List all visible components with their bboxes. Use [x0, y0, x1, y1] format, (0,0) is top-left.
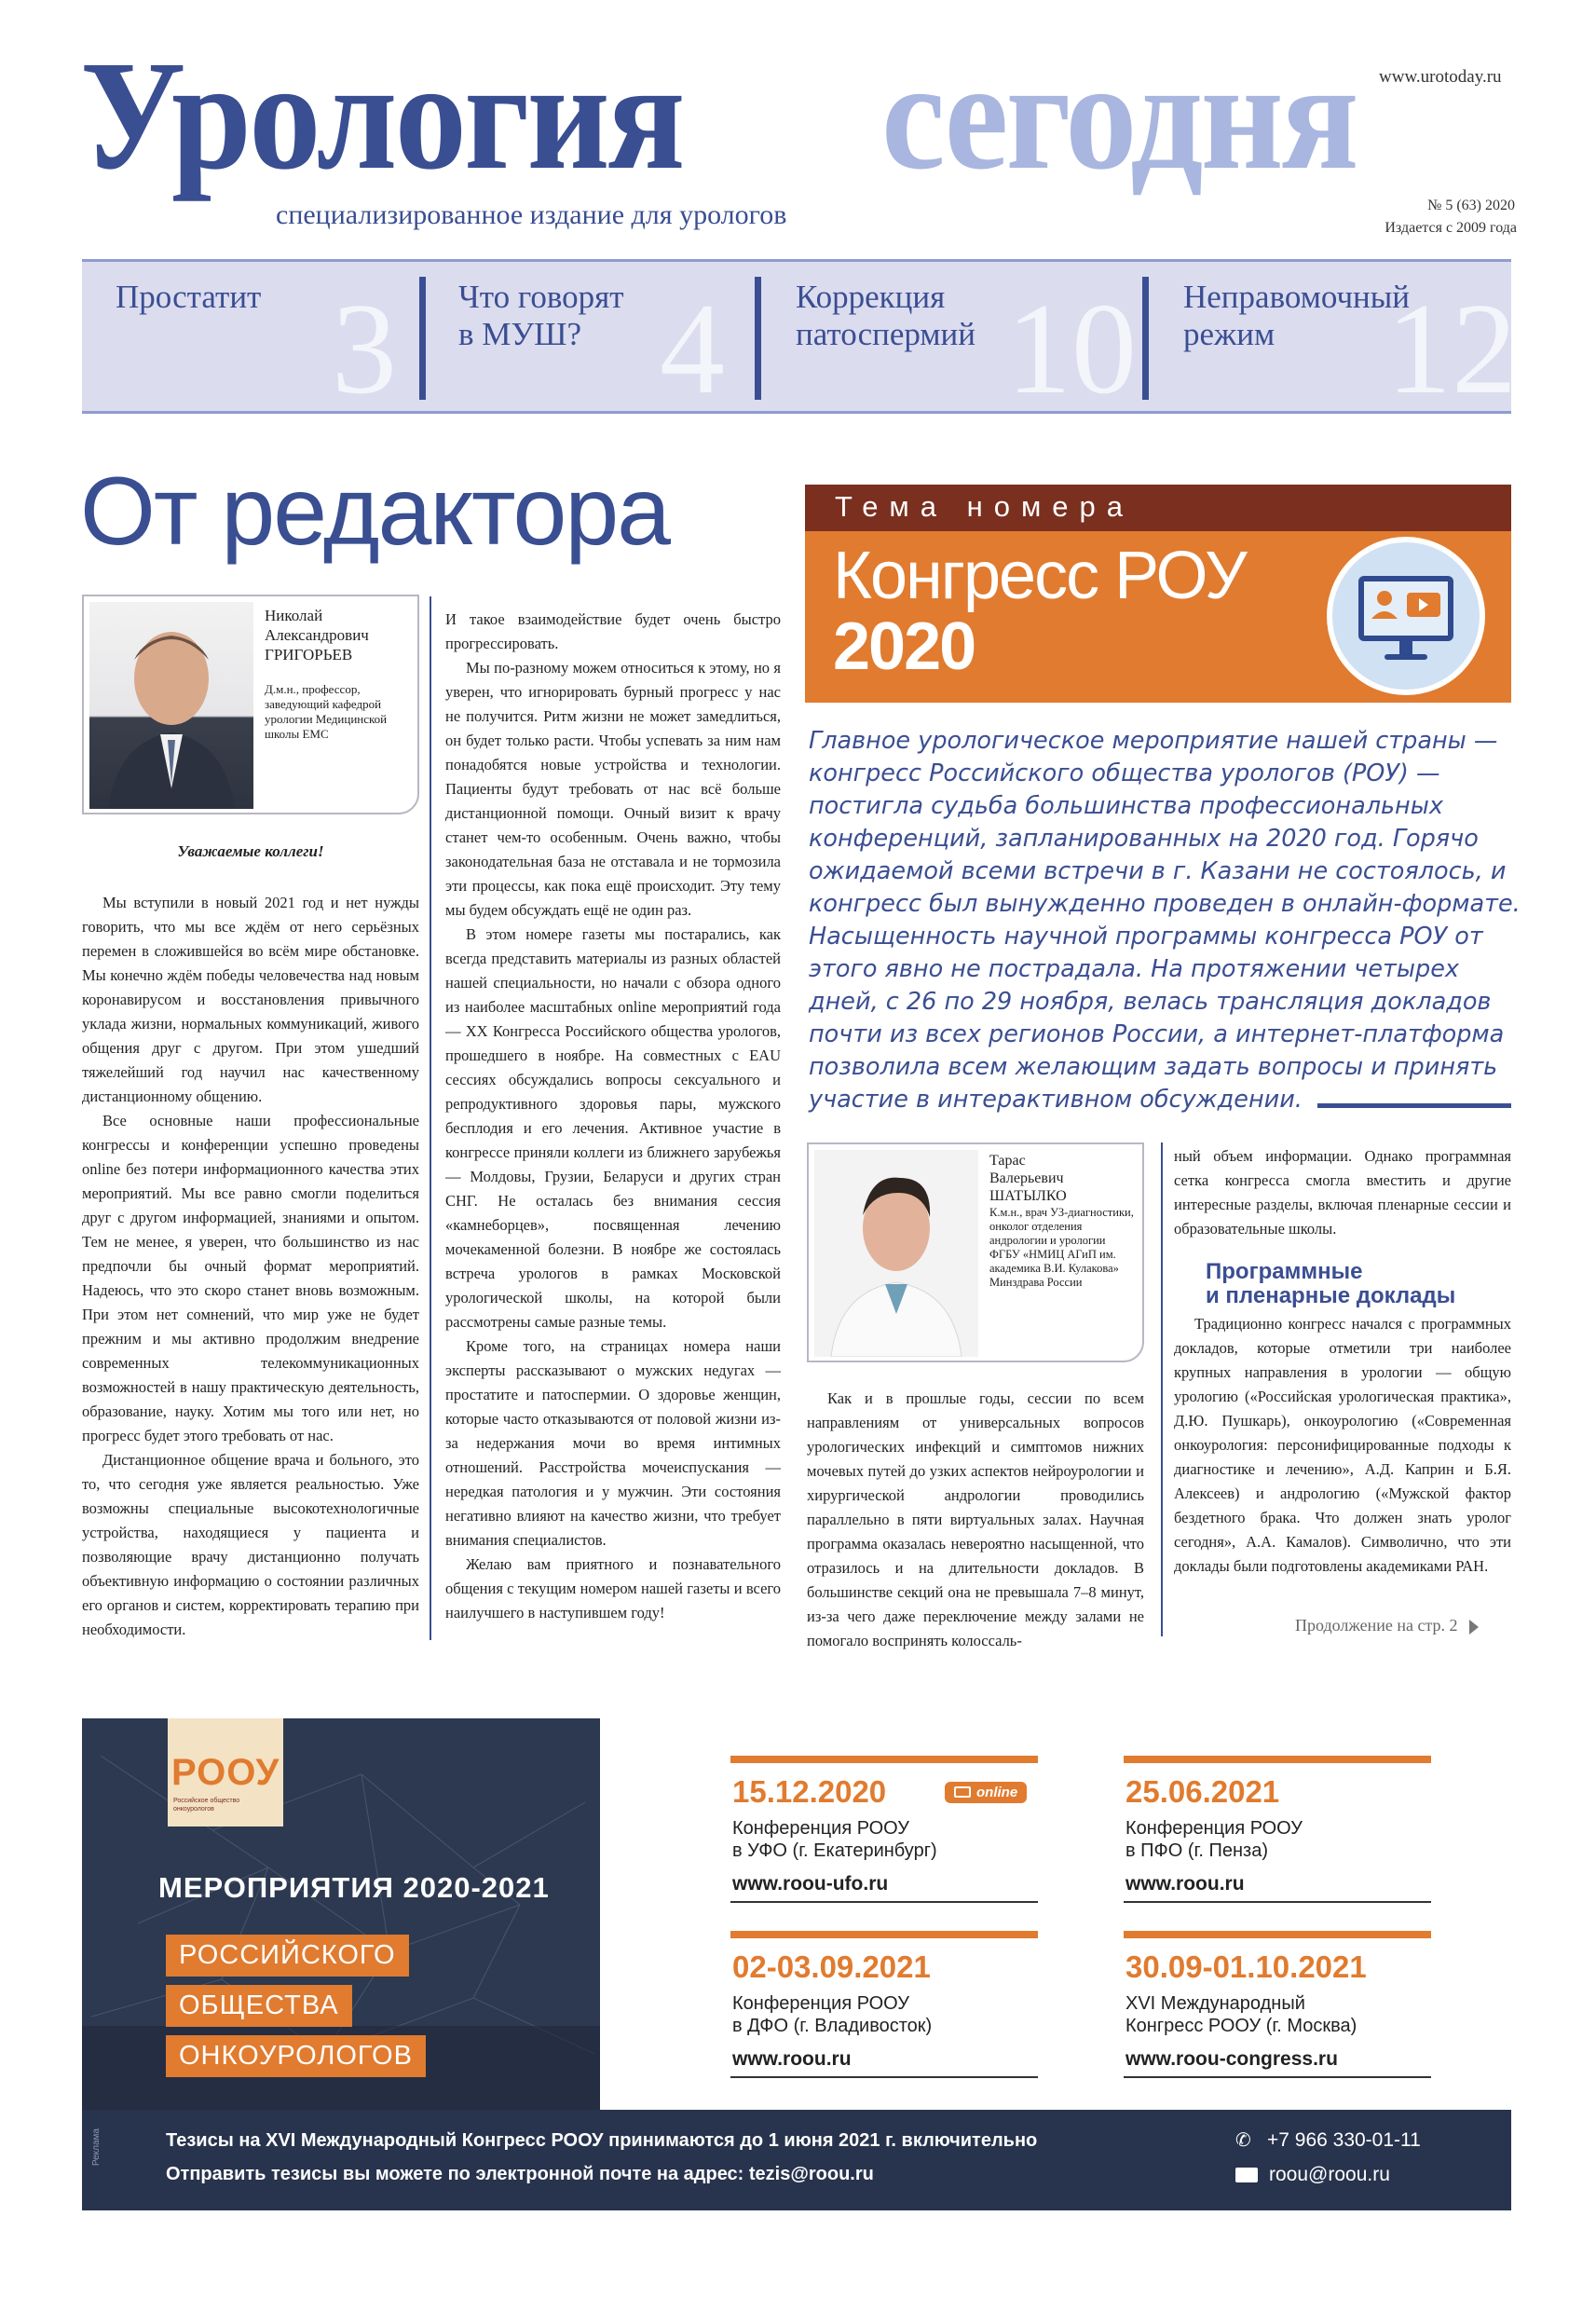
- author-photo: [814, 1150, 978, 1357]
- online-badge: online: [945, 1782, 1027, 1803]
- masthead-title-part2: сегодня: [881, 29, 1357, 202]
- paragraph: И такое взаимодействие будет очень быстро прогрессировать.: [445, 610, 781, 652]
- portrait-silhouette-icon: [814, 1150, 978, 1357]
- editor-bio: Д.м.н., профессор, заведующий кафедрой урологии Медицинской школы ЕМС: [265, 682, 388, 741]
- paragraph: Желаю вам приятного и познавательного общения с текущим номером нашей газеты и всего наилучшего в наступившем году!: [445, 1555, 781, 1621]
- paragraph: Кроме того, на страницах номера наши эксперты рассказывают о мужских недугах — простатите и патоспермии. О здоровье женщин, которые часто отказываются от половой жизни из-за недержания мочи во время интимных отношений. Расстройства мочеиспускания — нередкая патология и у мужчин. Эти состояния негативно влияют на качество жизни, что требует внимания специалистов.: [445, 1337, 781, 1549]
- continued-link[interactable]: Продолжение на стр. 2: [1295, 1616, 1479, 1635]
- paragraph: Дистанционное общение врача и больного, это то, что сегодня уже является реальностью. Уже возможны специальные высокотехнологичные устройства, находящиеся у пациента и позволяющие врачу дистанционно получать объективную информацию о состоянии различных его органов и систем, корректировать терапию при необходимости.: [82, 1451, 419, 1638]
- issue-number: № 5 (63) 2020: [1427, 198, 1515, 213]
- author-name: Тарас Валерьевич ШАТЫЛКО: [989, 1153, 1067, 1204]
- advertisement: [82, 1718, 1511, 2210]
- event-date: 15.12.2020: [732, 1774, 887, 1809]
- contents-band: [82, 259, 1517, 421]
- arrow-right-icon: [1469, 1620, 1479, 1635]
- nav-divider: [755, 277, 761, 400]
- ad-footer-line: Отправить тезисы вы можете по электронной почте на адрес: tezis@roou.ru: [166, 2164, 874, 2184]
- nav-page-number: 12: [1386, 277, 1517, 421]
- paragraph: Мы по-разному можем относиться к этому, но я уверен, что игнорировать бурный прогресс у нас не получится. Ритм жизни не может замедлиться, он будет только расти. Чтобы успевать за ним нам понадобятся новые устройства и технологии. Пациенты будут требовать от нас всё больше дистанционной помощи. Очный визит к врачу станет чем-то особенным. Очень важно, чтобы законодательная база не отставала и не тормозила эти процессы, как пока ещё происходит. Эту тему мы будем обсуждать ещё не один раз.: [445, 659, 781, 919]
- editor-greeting: Уважаемые коллеги!: [177, 842, 324, 860]
- phone-icon: ✆: [1235, 2130, 1251, 2151]
- theme-column-b: Традиционно конгресс начался с программных докладов, которые отметили три наиболее крупных направления в урологии — общую урологию («Российская урологическая практика», Д.Ю. Пушкарь), онкоурологию («Современная онкоурология: персонифицированные подходы к диагностике и лечению», А.Д. Каприн и Б.Я. Алексеев) и андрологию («Мужской фактор бездетного брака. Что должен знать уролог сегодня», А.А. Камалов). Символично, что эти доклады были подготовлены академиками РАН.: [1174, 1315, 1511, 1575]
- roou-logo: РООУ Российское общество онкоурологов: [168, 1718, 283, 1826]
- paragraph: Все основные наши профессиональные конгрессы и конференции успешно проведены online без потери информационного качества этих мероприятий. Мы все равно смогли поделиться друг с другом информацией, знаниями и опытом. Тем не менее, я уверен, что большинство из нас предпочли бы очный формат мероприятий. Надеюсь, что это скоро станет вновь возможным. При этом нет сомнений, что мир уже не будет прежним и мы активно продолжим внедрение современных телекоммуникационных возможностей в нашу практическую деятельность, образование, науку. Хотим мы того или нет, но прогресс будет этого требовать от нас.: [82, 1112, 419, 1444]
- editor-photo: [89, 602, 253, 809]
- event-rule: [730, 1901, 1038, 1903]
- event-bar: [730, 1756, 1038, 1763]
- editor-name: Николай Александрович ГРИГОРЬЕВ: [265, 607, 369, 664]
- laptop-icon: [954, 1786, 971, 1798]
- event-date: 25.06.2021: [1125, 1774, 1280, 1809]
- paragraph: Мы вступили в новый 2021 год и нет нужды говорить, что мы все ждём от него серьёзных перемен в сложившейся во всём мире обстановке. Мы конечно ждём победы человечества над новым коронавирусом и восстановления привычного уклада жизни, нормальных коммуникаций, живого общения друг с другом. При этом ушедший тяжелейший год научил нас качественному дистанционному общению.: [82, 894, 419, 1105]
- editor-column-2: [445, 608, 781, 1625]
- events-title: МЕРОПРИЯТИЯ 2020-2021: [158, 1871, 550, 1904]
- ad-side-label: Реклама: [91, 2128, 102, 2167]
- org-line: ОНКОУРОЛОГОВ: [166, 2035, 426, 2077]
- issue-since: Издается с 2009 года: [1385, 220, 1517, 236]
- nav-page-number: 4: [660, 277, 725, 421]
- column-divider: [1161, 1142, 1163, 1636]
- author-bio: К.м.н., врач УЗ-диагностики, онколог отделения андрологии и урологии ФГБУ «НМИЦ АГиП им. академика В.И. Кулакова» Минздрава России: [989, 1206, 1134, 1289]
- event-rule: [730, 2076, 1038, 2078]
- nav-item-label[interactable]: Неправомочный режим: [1183, 279, 1411, 352]
- ad-phone[interactable]: ✆ +7 966 330-01-11: [1235, 2129, 1421, 2151]
- nav-page-number: 3: [332, 277, 397, 421]
- event-url[interactable]: www.roou-ufo.ru: [732, 1873, 889, 1895]
- event-name: Конференция РООУ в ПФО (г. Пенза): [1125, 1818, 1303, 1861]
- mail-icon: [1235, 2168, 1258, 2182]
- theme-label: Тема номера: [805, 485, 1511, 531]
- event-date: 02-03.09.2021: [732, 1949, 931, 1984]
- paragraph: В этом номере газеты мы постарались, как всегда представить материалы из разных областей нашей специальности, но начали с обзора одного из наиболее масштабных online мероприятий года — XX Конгресса Российского общества урологов, прошедшего в ноябре. На совместных с EAU сессиях обсуждались вопросы сексуального и репродуктивного здоровья пары, мужского бесплодия и его лечения. Активное участие в конгрессе приняли коллеги из ближнего зарубежья — Молдовы, Грузии, Беларуси и других стран СНГ. Не осталась без внимания сессия «камнеборцев», посвященная лечению мочекаменной болезни. В ноябре же состоялась встреча урологов в рамках Московской урологической школы, на которой были рассмотрены самые разные темы.: [445, 925, 781, 1331]
- nav-item-label[interactable]: Коррекция патоспермий: [796, 279, 975, 352]
- theme-lead: Главное урологическое мероприятие нашей страны — конгресс Российского общества урологов (РОУ) — постигла судьба большинства профессиональных конференций, запланированных на 2020 год. Горячо ожидаемой всеми встречи в г. Казани не состоялось, и конгресс был вынужденно проведен в онлайн-формате. Насыщенность научной программы конгресса РОУ от этого явно не пострадала. На протяжении четырех дней, с 26 по 29 ноября, велась трансляция докладов почти из всех регионов России, а интернет-платформа позволила всем желающим задать вопросы и принять участие в интерактивном обсуждении.: [809, 727, 1521, 1114]
- event-name: XVI Международный Конгресс РООУ (г. Москва): [1125, 1993, 1357, 2036]
- editor-column-1: [82, 891, 419, 1642]
- event-name: Конференция РООУ в ДФО (г. Владивосток): [732, 1993, 933, 2036]
- nav-page-number: 10: [1006, 277, 1137, 421]
- event-bar: [1124, 1931, 1431, 1938]
- theme-column-b-top: ный объем информации. Однако программная сетка конгресса смогла вместить и другие интересные разделы, включая пленарные сессии и образовательные школы.: [1174, 1147, 1511, 1238]
- nav-item-label[interactable]: Что говорят в МУШ?: [458, 279, 624, 352]
- nav-divider: [1142, 277, 1149, 400]
- events-panel: [600, 1718, 1511, 2110]
- ad-email[interactable]: roou@roou.ru: [1235, 2164, 1390, 2186]
- ad-footer-line: Тезисы на XVI Международный Конгресс РООУ принимаются до 1 июня 2021 г. включительно: [166, 2130, 1038, 2151]
- org-line: ОБЩЕСТВА: [166, 1985, 352, 2027]
- event-bar: [1124, 1756, 1431, 1763]
- column-divider: [430, 596, 431, 1640]
- nav-item-label[interactable]: Простатит: [116, 279, 262, 315]
- author-bio-box: [807, 1142, 1144, 1362]
- editor-heading: От редактора: [80, 458, 669, 566]
- theme-banner: [805, 485, 1511, 703]
- masthead-subtitle: специализированное издание для урологов: [276, 199, 787, 230]
- lead-rule: [1317, 1103, 1511, 1108]
- event-bar: [730, 1931, 1038, 1938]
- editor-bio-box: [82, 595, 419, 814]
- event-url[interactable]: www.roou-congress.ru: [1125, 2048, 1338, 2070]
- event-url[interactable]: www.roou.ru: [1125, 1873, 1245, 1895]
- video-conference-icon: [1327, 537, 1485, 695]
- event-url[interactable]: www.roou.ru: [732, 2048, 852, 2070]
- site-url[interactable]: www.urotoday.ru: [1379, 67, 1502, 87]
- event-rule: [1124, 2076, 1431, 2078]
- masthead-title-part1: Урология: [80, 29, 683, 202]
- event-name: Конференция РООУ в УФО (г. Екатеринбург): [732, 1818, 937, 1861]
- org-line: РОССИЙСКОГО: [166, 1935, 409, 1977]
- portrait-silhouette-icon: [89, 602, 253, 809]
- theme-title: Конгресс РОУ 2020: [833, 539, 1246, 684]
- event-rule: [1124, 1901, 1431, 1903]
- event-date: 30.09-01.10.2021: [1125, 1949, 1367, 1984]
- theme-column-a: Как и в прошлые годы, сессии по всем направлениям от универсальных вопросов урологических инфекций и симптомов нижних мочевых путей до узких аспектов нейроурологии и хирургической андрологии проводились параллельно в пяти виртуальных залах. Научная программа оказалась невероятно насыщенной, что отразилось и на длительности докладов. В большинстве секций она не превышала 7–8 минут, из-за чего даже переключение между залами не помогало воспринять колоссаль-: [807, 1389, 1144, 1649]
- ad-footer: [82, 2110, 1511, 2210]
- nav-divider: [419, 277, 426, 400]
- section-subheading: Программные и пленарные доклады: [1206, 1259, 1456, 1308]
